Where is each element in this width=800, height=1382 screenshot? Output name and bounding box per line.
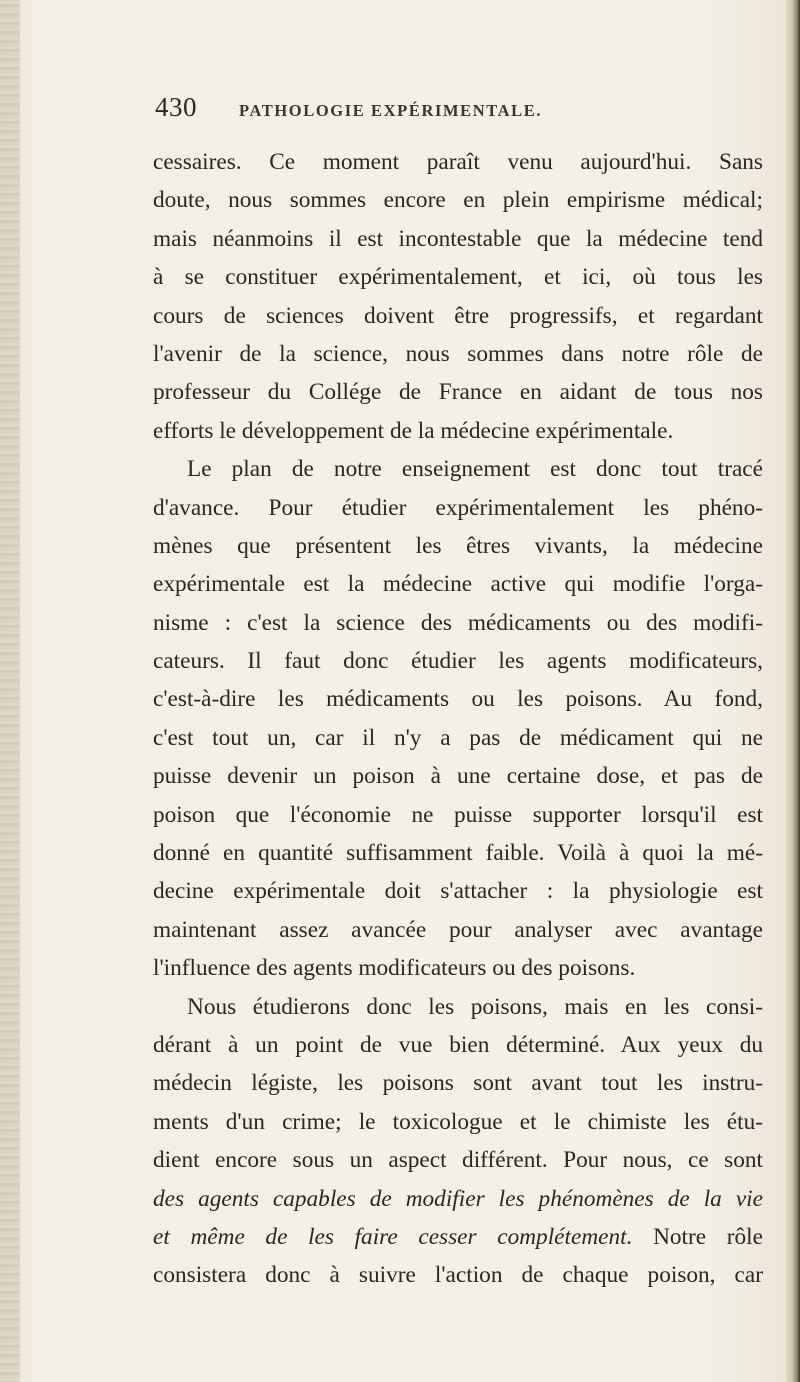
text-line: d'avance. Pour étudier expérimentalement les phéno- bbox=[153, 494, 763, 521]
text-line: professeur du Collége de France en aidant de tous nos bbox=[153, 379, 763, 406]
italic-phrase: et même de les faire cesser complétement. bbox=[153, 1223, 633, 1250]
text-line: consistera donc à suivre l'action de chaque poison, car bbox=[153, 1262, 763, 1289]
text-line: l'influence des agents modificateurs ou des poisons. bbox=[153, 955, 636, 982]
text-line-italic bbox=[153, 1180, 763, 1218]
roman-phrase: Notre rôle bbox=[632, 1223, 763, 1250]
text-line: mais néanmoins il est incontestable que la médecine tend bbox=[153, 225, 763, 252]
page-edge-shadow bbox=[786, 0, 800, 1382]
text-line: cateurs. Il faut donc étudier les agents modificateurs, bbox=[153, 648, 763, 675]
paragraph-start-line: Nous étudierons donc les poisons, mais en les consi- bbox=[187, 993, 763, 1020]
text-line: c'est tout un, car il n'y a pas de médicament qui ne bbox=[153, 724, 763, 751]
paragraph-start-line: Le plan de notre enseignement est donc tout tracé bbox=[187, 456, 763, 483]
text-line: cessaires. Ce moment paraît venu aujourd'hui. Sans bbox=[153, 149, 763, 175]
text-line: poison que l'économie ne puisse supporter lorsqu'il est bbox=[153, 801, 763, 828]
text-line: dient encore sous un aspect différent. Pour nous, ce sont bbox=[153, 1147, 763, 1174]
text-line: l'avenir de la science, nous sommes dans notre rôle de bbox=[153, 340, 763, 367]
page-number: 430 bbox=[155, 92, 197, 122]
running-head bbox=[155, 92, 755, 132]
text-line: donné en quantité suffisamment faible. Voilà à quoi la mé- bbox=[153, 840, 763, 867]
text-line: à se constituer expérimentalement, et ici, où tous les bbox=[153, 264, 763, 291]
text-line: dérant à un point de vue bien déterminé. Aux yeux du bbox=[153, 1031, 763, 1058]
text-line: efforts le développement de la médecine expérimentale. bbox=[153, 417, 674, 444]
text-line: puisse devenir un poison à une certaine dose, et pas de bbox=[153, 763, 763, 790]
italic-phrase: des agents capables de modifier les phénomènes de la vie bbox=[153, 1185, 763, 1212]
text-line: expérimentale est la médecine active qui modifie l'orga- bbox=[153, 571, 763, 598]
text-line: ments d'un crime; le toxicologue et le chimiste les étu- bbox=[153, 1108, 763, 1135]
text-line: médecin légiste, les poisons sont avant tout les instru- bbox=[153, 1070, 763, 1097]
text-line: cours de sciences doivent être progressifs, et regardant bbox=[153, 302, 763, 329]
text-line: mènes que présentent les êtres vivants, la médecine bbox=[153, 532, 763, 559]
running-title: PATHOLOGIE EXPÉRIMENTALE. bbox=[239, 101, 543, 120]
text-line-mixed bbox=[153, 1218, 763, 1256]
text-line: doute, nous sommes encore en plein empirisme médical; bbox=[153, 187, 763, 214]
body-text bbox=[153, 143, 763, 1295]
text-line: maintenant assez avancée pour analyser avec avantage bbox=[153, 916, 763, 943]
text-line: c'est-à-dire les médicaments ou les poisons. Au fond, bbox=[153, 686, 763, 713]
text-line: nisme : c'est la science des médicaments ou des modifi- bbox=[153, 609, 763, 636]
text-line: decine expérimentale doit s'attacher : la physiologie est bbox=[153, 878, 763, 905]
page-gutter-shadow bbox=[0, 0, 20, 1382]
